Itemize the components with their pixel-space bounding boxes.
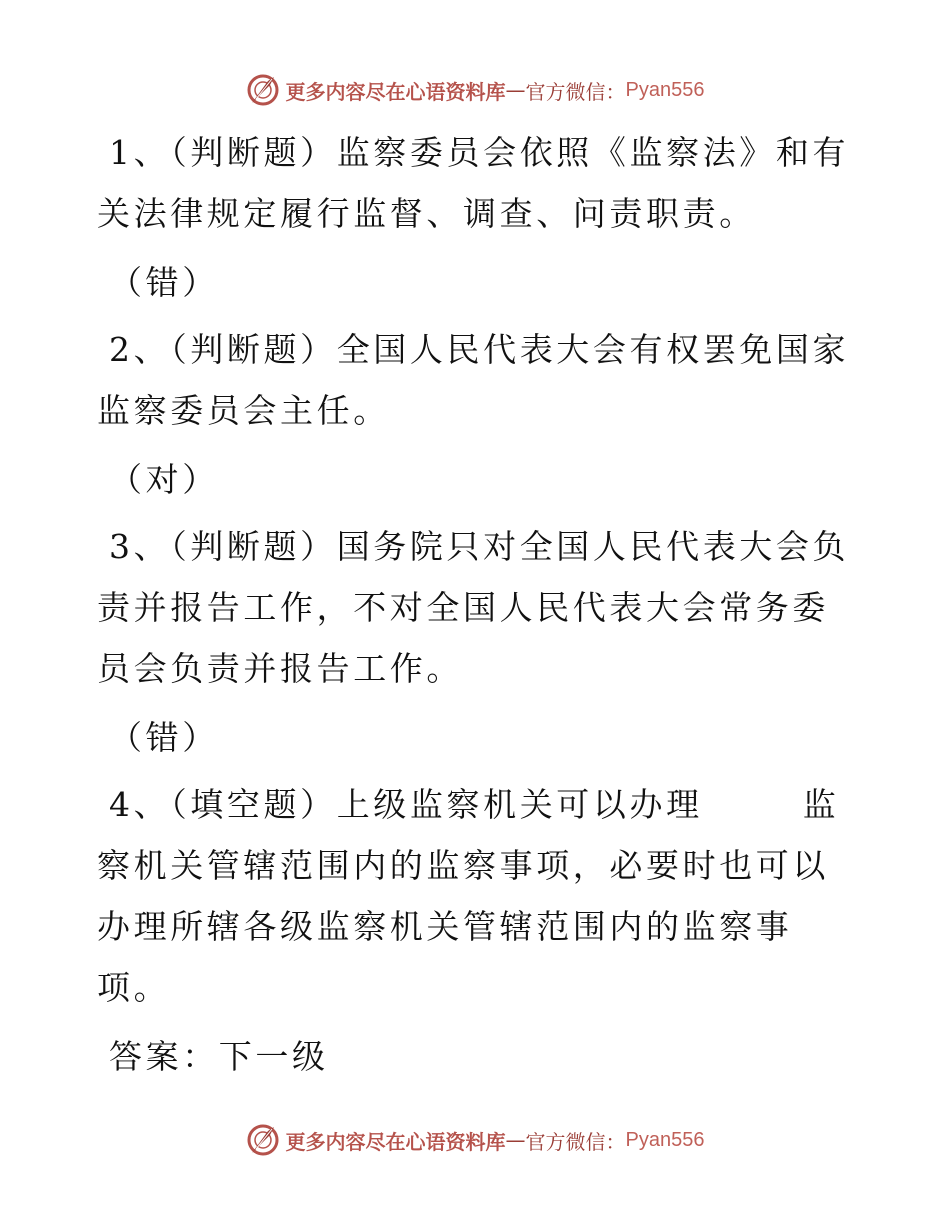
question-type: （判断题） <box>170 330 337 369</box>
question-2 <box>97 319 857 441</box>
banner-wechat-label: 官方微信： <box>525 1129 626 1154</box>
banner-wechat-label: 官方微信： <box>525 79 626 104</box>
question-number: 2、 <box>109 330 171 369</box>
question-number: 4、 <box>109 785 171 824</box>
question-list <box>97 122 857 1093</box>
answer-2: （对） <box>109 460 219 499</box>
quill-pen-icon <box>246 73 280 107</box>
answer-4: 答案：下一级 <box>109 1037 329 1076</box>
question-text-before: 上级监察机关可以办理 <box>336 785 703 824</box>
banner-wechat-id: Pyan556 <box>625 1128 705 1151</box>
question-text: 国务院只对全国人民代表大会负责并报告工作，不对全国人民代表大会常务委员会负责并报告工作。 <box>97 527 850 688</box>
question-text: 全国人民代表大会有权罢免国家监察委员会主任。 <box>97 330 850 430</box>
question-number: 3、 <box>109 527 171 566</box>
question-1 <box>97 122 857 244</box>
answer-3: （错） <box>109 718 219 757</box>
quill-pen-icon <box>246 1123 280 1157</box>
question-type: （填空题） <box>170 785 337 824</box>
question-type: （判断题） <box>170 527 337 566</box>
banner-site-text: 更多内容尽在心语资料库 <box>285 1129 506 1154</box>
footer-banner <box>0 1120 950 1160</box>
question-text-after: 监察机关管辖范围内的监察事项，必要时也可以办理所辖各级监察机关管辖范围内的监察事项。 <box>97 785 840 1007</box>
question-text: 监察委员会依照《监察法》和有关法律规定履行监督、调查、问责职责。 <box>97 133 850 233</box>
question-4 <box>97 774 857 1018</box>
banner-dash: — <box>505 1128 526 1152</box>
header-banner <box>0 70 950 110</box>
banner-dash: — <box>505 78 526 102</box>
question-number: 1、 <box>109 133 171 172</box>
question-3 <box>97 516 857 699</box>
answer-1: （错） <box>109 263 219 302</box>
banner-site-text: 更多内容尽在心语资料库 <box>285 79 506 104</box>
banner-wechat-id: Pyan556 <box>625 78 705 101</box>
question-type: （判断题） <box>170 133 337 172</box>
